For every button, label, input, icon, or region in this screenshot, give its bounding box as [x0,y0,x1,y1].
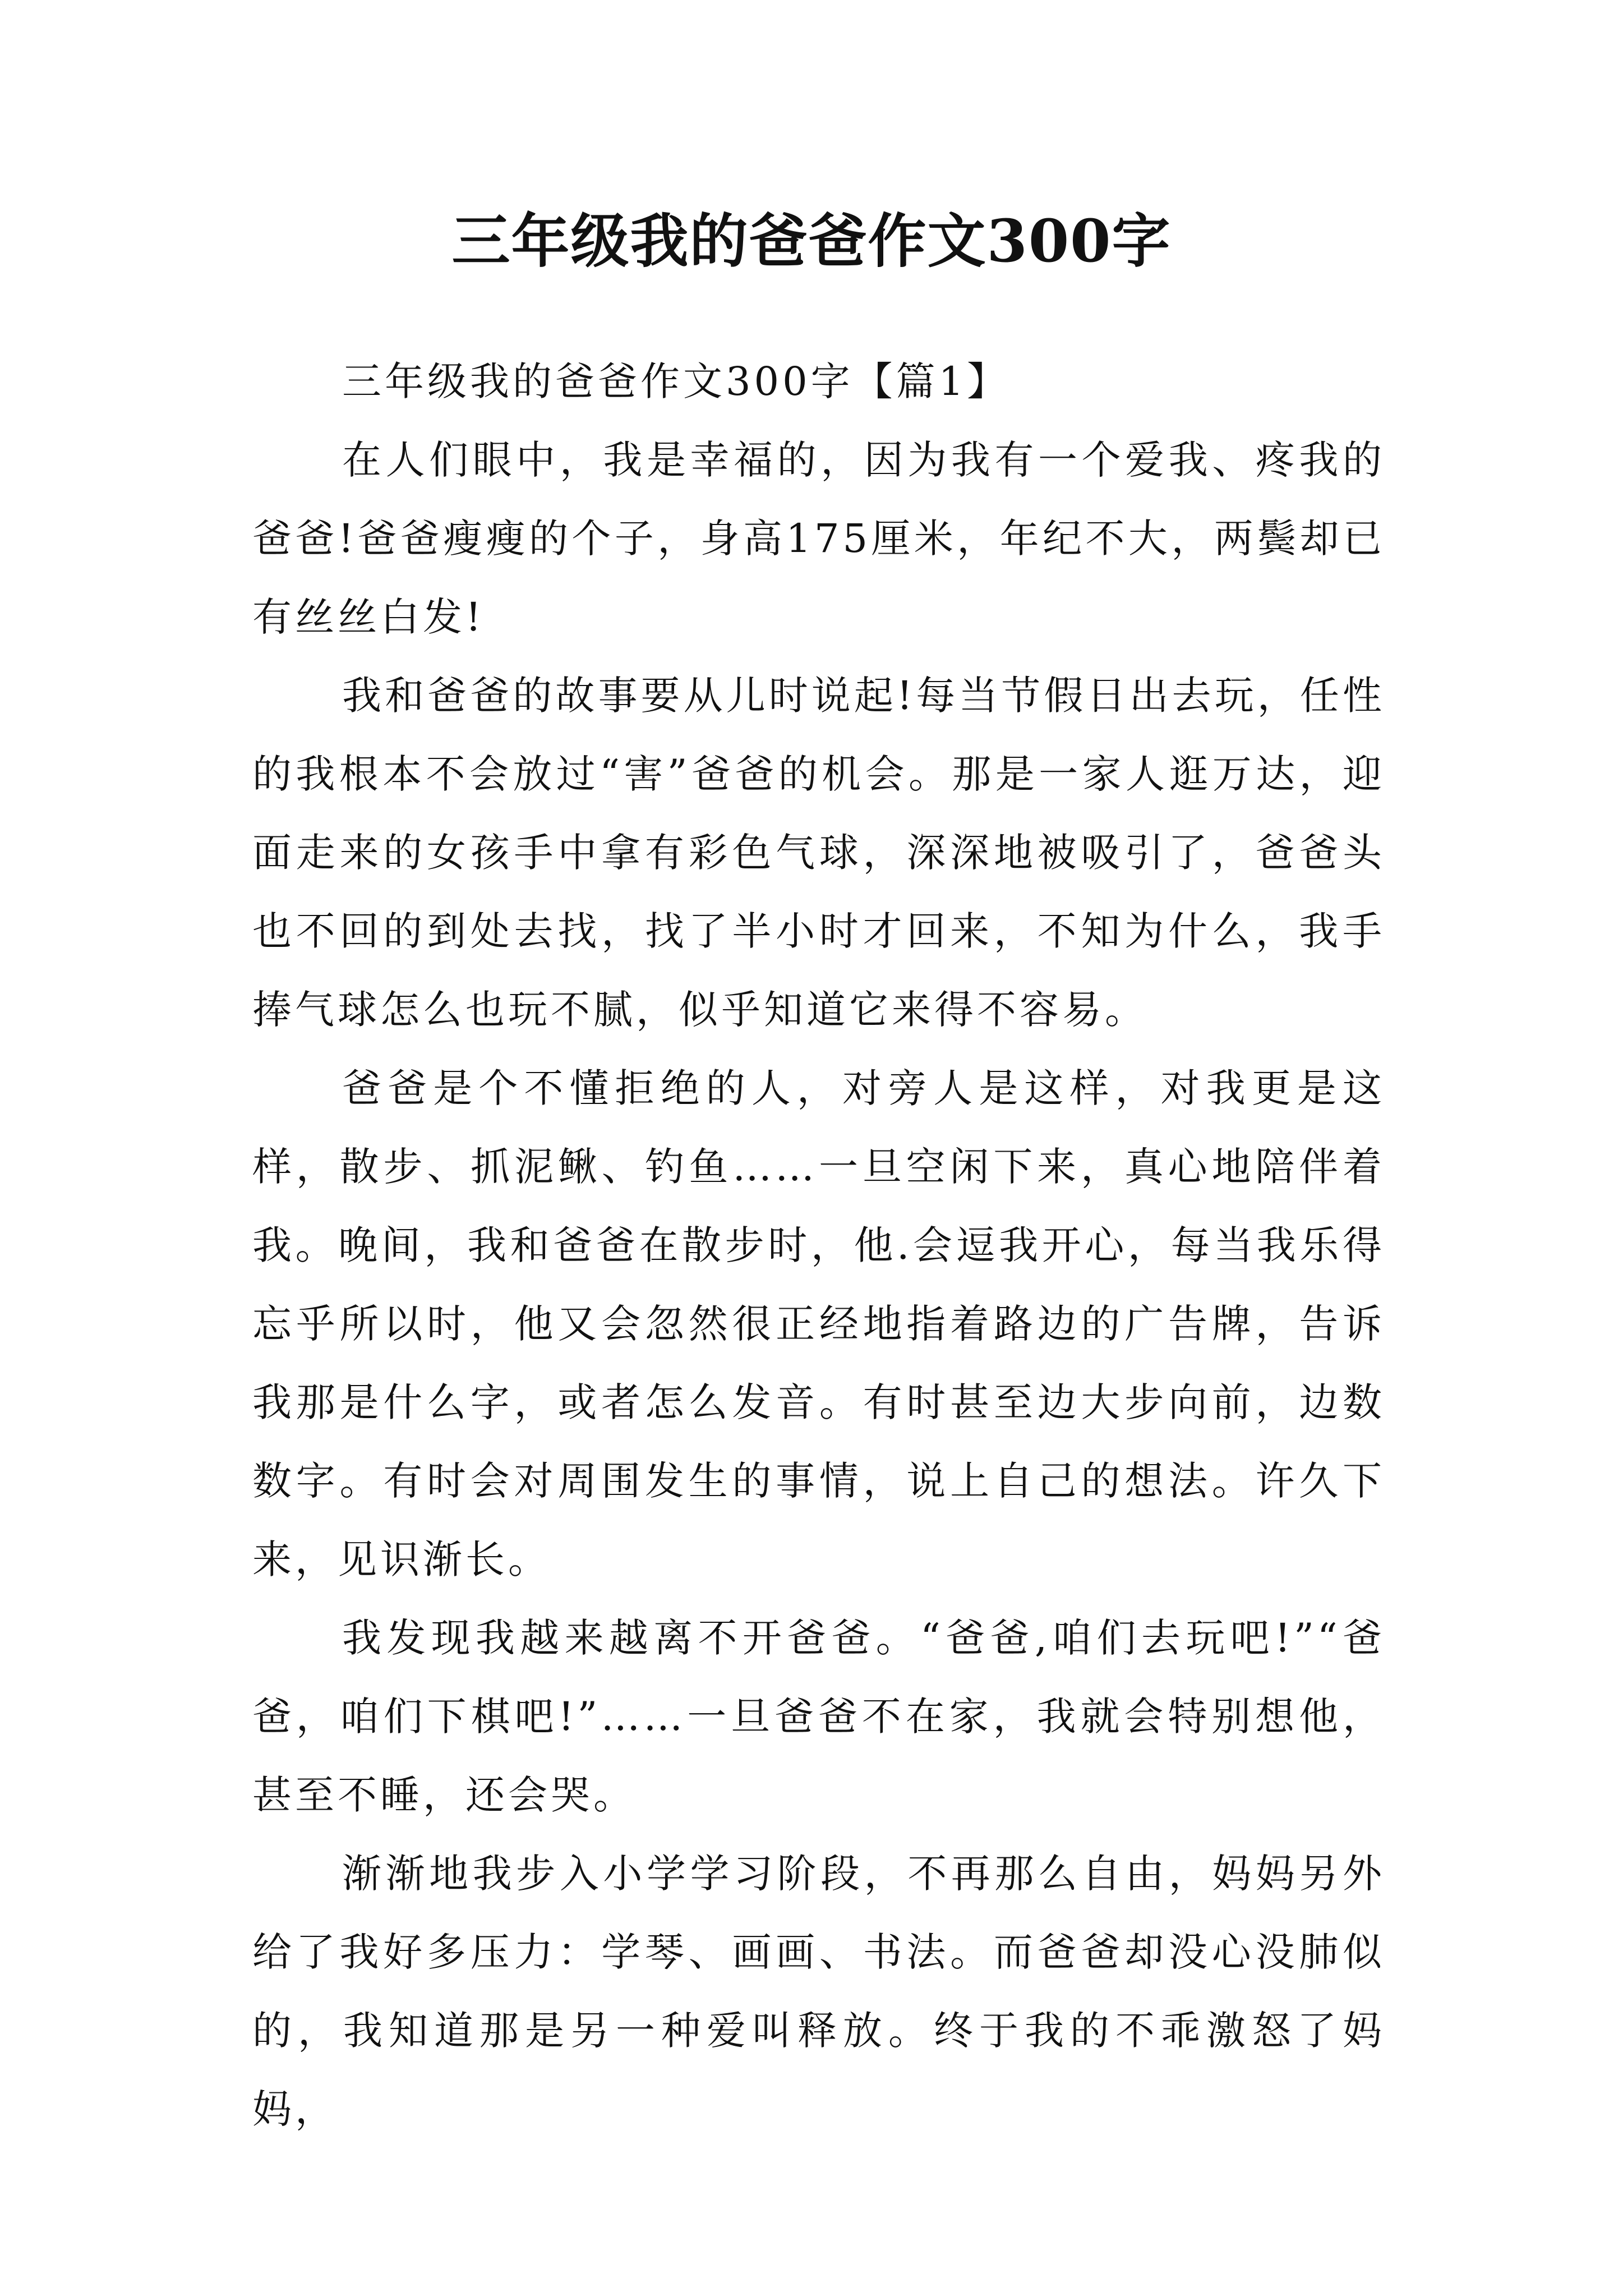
document-title: 三年级我的爸爸作文300字 [451,206,1172,275]
paragraph-1: 在人们眼中，我是幸福的，因为我有一个爱我、疼我的爸爸!爸爸瘦瘦的个子，身高175厘米，年纪不大，两鬓却已有丝丝白发! [252,437,1385,640]
paragraph-5: 渐渐地我步入小学学习阶段，不再那么自由，妈妈另外给了我好多压力：学琴、画画、书法。而爸爸却没心没肺似的，我知道那是另一种爱叫释放。终于我的不乖激怒了妈妈， [252,1851,1385,2132]
paragraph-4: 我发现我越来越离不开爸爸。“爸爸,咱们去玩吧!”“爸爸，咱们下棋吧!”……一旦爸爸不在家，我就会特别想他，甚至不睡，还会哭。 [252,1615,1385,1818]
document-body [252,342,1385,2148]
paragraph-2: 我和爸爸的故事要从儿时说起!每当节假日出去玩，任性的我根本不会放过“害”爸爸的机会。那是一家人逛万达，迎面走来的女孩手中拿有彩色气球，深深地被吸引了，爸爸头也不回的到处去找，找了半小时才回来，不知为什么，我手捧气球怎么也玩不腻，似乎知道它来得不容易。 [252,673,1385,1033]
paragraph-3: 爸爸是个不懂拒绝的人，对旁人是这样，对我更是这样，散步、抓泥鳅、钓鱼……一旦空闲下来，真心地陪伴着我。晚间，我和爸爸在散步时，他.会逗我开心，每当我乐得忘乎所以时，他又会忽然很正经地指着路边的广告牌，告诉我那是什么字，或者怎么发音。有时甚至边大步向前，边数数字。有时会对周围发生的事情，说上自己的想法。许久下来，见识渐长。 [252,1065,1385,1582]
section-heading: 三年级我的爸爸作文300字【篇1】 [342,358,1010,404]
